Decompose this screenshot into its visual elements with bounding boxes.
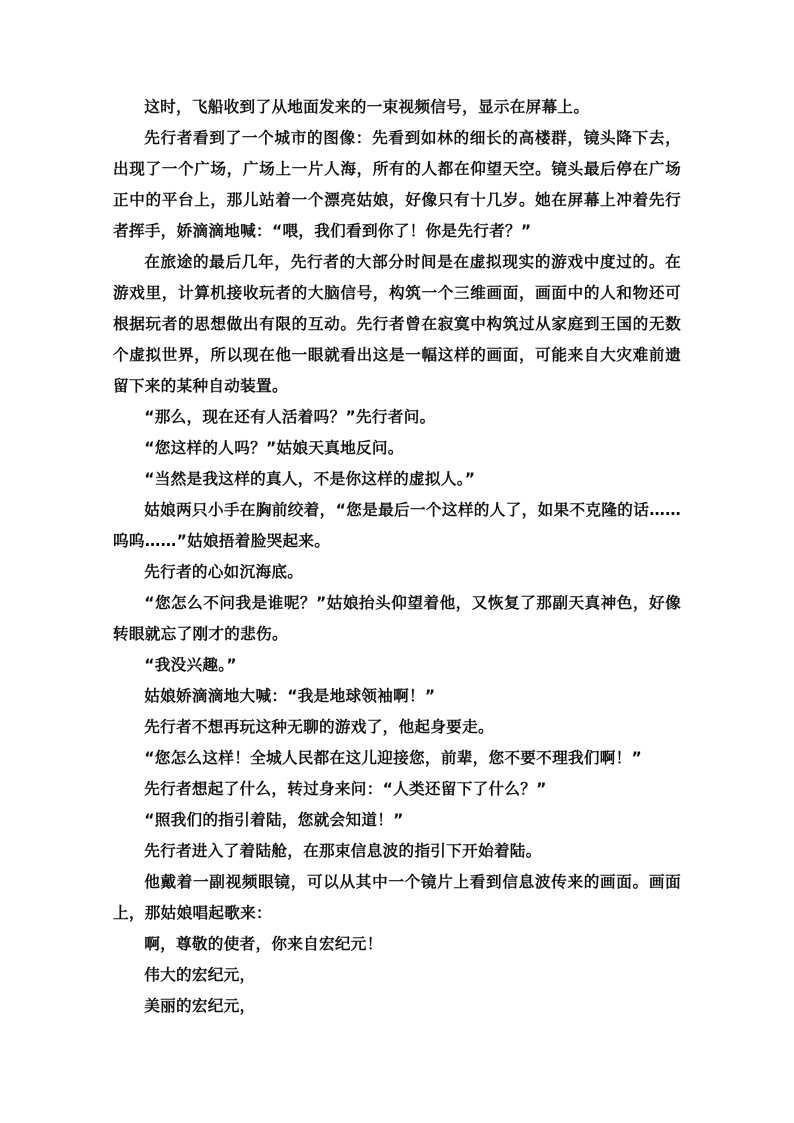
paragraph-14: 先行者想起了什么，转过身来问：“人类还留下了什么？” <box>144 780 547 798</box>
paragraph-12: 先行者不想再玩这种无聊的游戏了，他起身要走。 <box>144 718 494 736</box>
paragraph-4: “那么，现在还有人活着吗？”先行者问。 <box>144 408 436 426</box>
paragraph-20: 美丽的宏纪元， <box>144 997 256 1015</box>
paragraph-2: 先行者看到了一个城市的图像：先看到如林的细长的高楼群，镜头降下去，出现了一个广场，广场上一片人海，所有的人都在仰望天空。镜头最后停在广场正中的平台上，那儿站着一个漂亮姑娘，好像只有十几岁。她在屏幕上冲着先行者挥手，娇滴滴地喊：“喂，我们看到你了！你是先行者？” <box>113 129 681 240</box>
paragraph-17: 他戴着一副视频眼镜，可以从其中一个镜片上看到信息波传来的画面。画面上，那姑娘唱起歌来： <box>113 873 681 922</box>
paragraph-18: 啊，尊敬的使者，你来自宏纪元！ <box>144 935 383 953</box>
paragraph-15: “照我们的指引着陆，您就会知道！” <box>144 811 404 829</box>
paragraph-3: 在旅途的最后几年，先行者的大部分时间是在虚拟现实的游戏中度过的。在游戏里，计算机接收玩者的大脑信号，构筑一个三维画面，画面中的人和物还可根据玩者的思想做出有限的互动。先行者曾在寂寞中构筑过从家庭到王国的无数个虚拟世界，所以现在他一眼就看出这是一幅这样的画面，可能来自大灾难前遗留下来的某种自动装置。 <box>113 253 681 395</box>
paragraph-6: “当然是我这样的真人，不是你这样的虚拟人。” <box>144 470 476 488</box>
paragraph-9: “您怎么不问我是谁呢？”姑娘抬头仰望着他，又恢复了那副天真神色，好像转眼就忘了刚才的悲伤。 <box>113 594 681 643</box>
document-page <box>113 92 681 1022</box>
paragraph-16: 先行者进入了着陆舱，在那束信息波的指引下开始着陆。 <box>144 842 542 860</box>
paragraph-7: 姑娘两只小手在胸前绞着，“您是最后一个这样的人了，如果不克隆的话……呜呜……”姑娘捂着脸哭起来。 <box>113 501 681 550</box>
paragraph-13: “您怎么这样！全城人民都在这儿迎接您，前辈，您不要不理我们啊！” <box>144 749 643 767</box>
paragraph-10: “我没兴趣。” <box>144 656 237 674</box>
paragraph-11: 姑娘娇滴滴地大喊：“我是地球领袖啊！” <box>144 687 436 705</box>
paragraph-19: 伟大的宏纪元， <box>144 966 256 984</box>
paragraph-8: 先行者的心如沉海底。 <box>144 563 304 581</box>
paragraph-1: 这时，飞船收到了从地面发来的一束视频信号，显示在屏幕上。 <box>144 98 590 116</box>
paragraph-5: “您这样的人吗？”姑娘天真地反问。 <box>144 439 404 457</box>
